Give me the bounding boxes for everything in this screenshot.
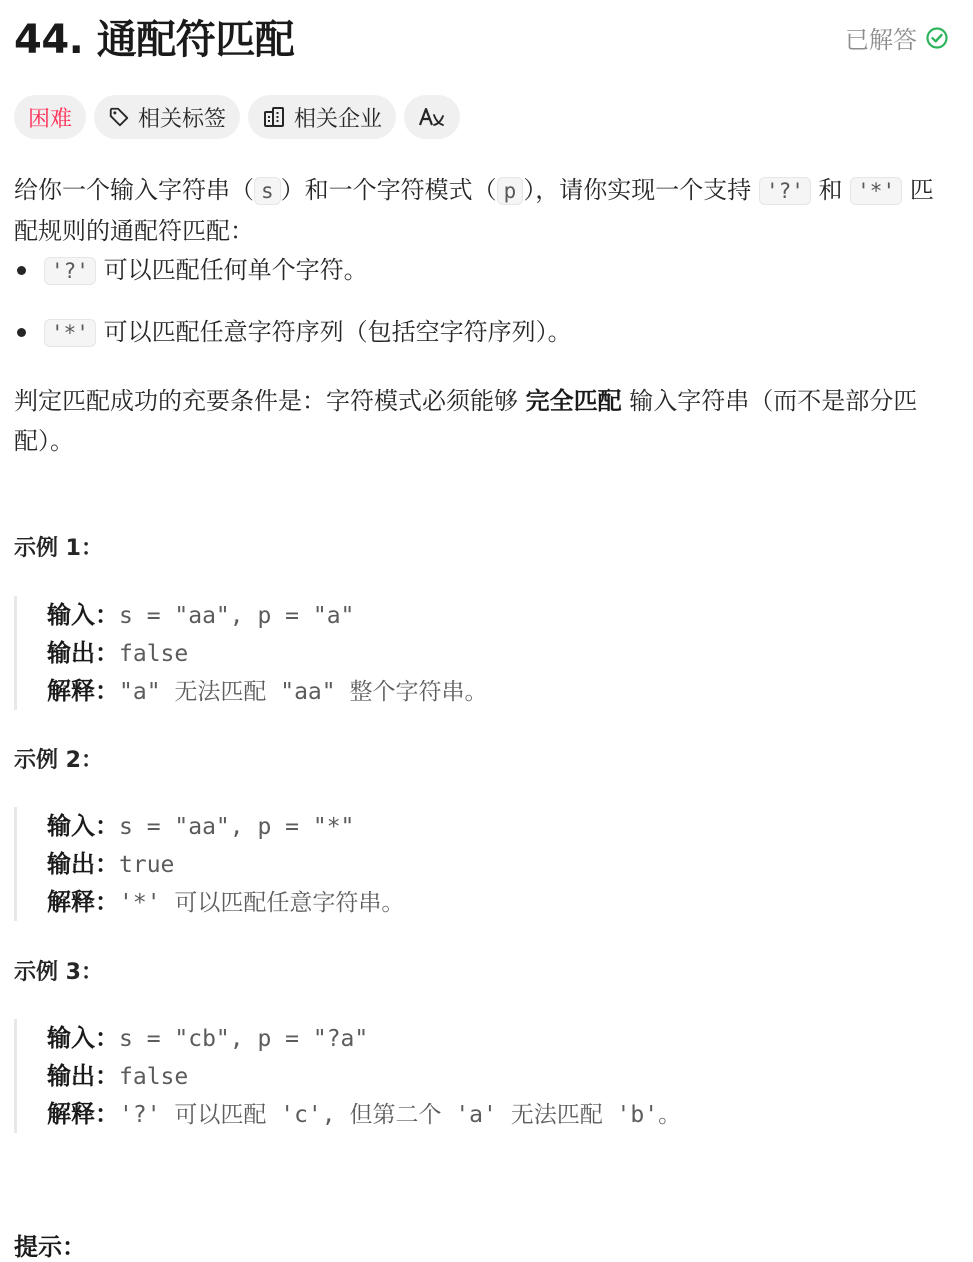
- tag-icon: [108, 106, 130, 128]
- input-value: s = "aa", p = "*": [119, 814, 355, 840]
- input-value: s = "cb", p = "?a": [119, 1026, 369, 1052]
- inline-code-p: p: [497, 177, 524, 205]
- example-input: [47, 807, 914, 845]
- explanation-label: 解释：: [47, 1100, 119, 1128]
- example-block: [14, 807, 914, 921]
- explanation-value: '?' 可以匹配 'c', 但第二个 'a' 无法匹配 'b'。: [119, 1102, 682, 1128]
- match-condition-paragraph: [14, 381, 944, 461]
- inline-code-question: '?': [759, 177, 811, 205]
- problem-statement: [14, 170, 944, 251]
- example-explanation: [47, 672, 914, 710]
- translate-button[interactable]: [404, 95, 460, 139]
- input-label: 输入：: [47, 812, 119, 840]
- output-value: false: [119, 641, 189, 667]
- inline-code-question: '?': [44, 257, 96, 285]
- solved-status: [845, 20, 949, 55]
- output-label: 输出：: [47, 1062, 119, 1090]
- explanation-value: "a" 无法匹配 "aa" 整个字符串。: [119, 679, 488, 705]
- example-output: [47, 634, 914, 672]
- input-value: s = "aa", p = "a": [119, 603, 355, 629]
- output-value: false: [119, 1064, 189, 1090]
- related-topics-button[interactable]: [94, 95, 240, 139]
- constraints-title: 提示：: [14, 1233, 86, 1261]
- related-companies-button[interactable]: [248, 95, 396, 139]
- example-block: [14, 596, 914, 710]
- example-output: [47, 845, 914, 883]
- statement-text: ），请你实现一个支持: [523, 176, 759, 204]
- related-topics-label: 相关标签: [138, 106, 227, 132]
- problem-title[interactable]: 44. 通配符匹配: [14, 17, 295, 63]
- statement-text: 匹配规则的通配符匹配：: [14, 176, 934, 245]
- translate-icon: [418, 105, 446, 129]
- solved-label: 已解答: [845, 26, 917, 54]
- check-circle-icon: [925, 26, 949, 50]
- statement-text: 给你一个输入字符串（: [14, 176, 254, 204]
- example-input: [47, 596, 914, 634]
- example-explanation: [47, 883, 914, 921]
- statement-text: ）和一个字符模式（: [280, 176, 497, 204]
- inline-code-star: '*': [44, 319, 96, 347]
- inline-code-s: s: [254, 177, 281, 205]
- rules-list: [14, 250, 944, 352]
- example-explanation: [47, 1095, 914, 1133]
- rule-text: 可以匹配任何单个字符。: [95, 256, 368, 284]
- inline-code-star: '*': [850, 177, 902, 205]
- output-value: true: [119, 852, 175, 878]
- input-label: 输入：: [47, 1024, 119, 1052]
- list-item: [14, 312, 944, 352]
- statement-paragraph: [14, 170, 944, 251]
- output-label: 输出：: [47, 639, 119, 667]
- explanation-label: 解释：: [47, 888, 119, 916]
- condition-bold-text: 完全匹配: [525, 387, 622, 415]
- condition-text: 输入字符串（而不是部分匹配）。: [14, 387, 918, 455]
- example-input: [47, 1019, 914, 1057]
- explanation-label: 解释：: [47, 677, 119, 705]
- input-label: 输入：: [47, 601, 119, 629]
- example-block: [14, 1019, 914, 1133]
- example-output: [47, 1057, 914, 1095]
- problem-header: [14, 8, 949, 68]
- example-title: 示例 2：: [14, 748, 103, 773]
- list-item: [14, 250, 944, 290]
- condition-text: 判定匹配成功的充要条件是：字符模式必须能够: [14, 387, 526, 415]
- related-companies-label: 相关企业: [294, 106, 383, 132]
- building-icon: [262, 105, 286, 129]
- statement-text: 和: [810, 176, 851, 204]
- difficulty-badge: 困难: [14, 95, 86, 139]
- example-title: 示例 3：: [14, 960, 103, 985]
- output-label: 输出：: [47, 850, 119, 878]
- example-title: 示例 1：: [14, 536, 103, 561]
- problem-tags: [14, 95, 460, 139]
- rule-text: 可以匹配任意字符序列（包括空字符序列）。: [95, 318, 572, 346]
- explanation-value: '*' 可以匹配任意字符串。: [119, 890, 405, 916]
